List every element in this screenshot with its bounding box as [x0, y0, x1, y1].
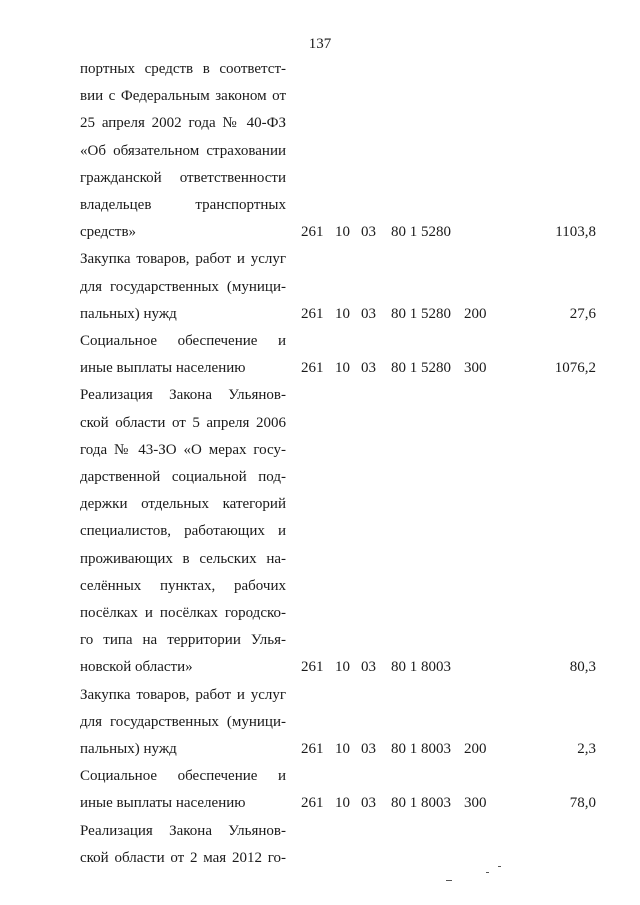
amount-value: 2,3 — [577, 741, 596, 757]
section-code: 10 — [335, 795, 350, 812]
grbs-code: 261 — [301, 360, 324, 377]
section-code: 10 — [335, 224, 350, 241]
text-line: Закупка товаров, работ и услуг — [80, 686, 286, 703]
subsection-code: 03 — [361, 305, 376, 322]
scan-artifact — [446, 880, 452, 881]
subsection-code: 03 — [361, 741, 376, 757]
text-line: ской области от 2 мая 2012 го- — [80, 849, 286, 866]
grbs-code: 261 — [301, 305, 324, 322]
section-code: 10 — [335, 305, 350, 322]
expense-type-code: 300 — [464, 795, 487, 812]
target-article-code: 80 1 8003 — [391, 795, 451, 812]
text-line: пальных) нужд — [80, 741, 177, 757]
text-line: специалистов, работающих и — [80, 523, 286, 540]
text-line: посёлках и посёлках городско- — [80, 605, 286, 621]
expense-type-code: 200 — [464, 305, 487, 322]
text-line: владельцев транспортных — [80, 197, 286, 213]
page-number: 137 — [308, 36, 332, 52]
text-line: Социальное обеспечение и — [80, 768, 286, 785]
amount-value: 1103,8 — [555, 224, 596, 241]
text-line: иные выплаты населению — [80, 795, 246, 812]
expense-type-code: 300 — [464, 360, 487, 377]
text-line: 25 апреля 2002 года № 40-ФЗ — [80, 115, 286, 132]
text-line: портных средств в соответст- — [80, 61, 286, 77]
text-line: Социальное обеспечение и — [80, 333, 286, 349]
expense-type-code: 200 — [464, 741, 487, 757]
grbs-code: 261 — [301, 795, 324, 812]
section-code: 10 — [335, 360, 350, 377]
text-line: держки отдельных категорий — [80, 496, 286, 513]
amount-value: 1076,2 — [554, 360, 596, 377]
grbs-code: 261 — [301, 224, 324, 241]
subsection-code: 03 — [361, 224, 376, 241]
text-line: года № 43-ЗО «О мерах госу- — [80, 441, 286, 458]
scan-artifact — [486, 872, 489, 873]
text-line: селённых пунктах, рабочих — [80, 577, 286, 594]
subsection-code: 03 — [361, 360, 376, 377]
section-code: 10 — [335, 741, 350, 757]
amount-value: 80,3 — [569, 659, 596, 676]
target-article-code: 80 1 8003 — [391, 659, 451, 676]
text-line: проживающих в сельских на- — [80, 550, 286, 567]
grbs-code: 261 — [301, 659, 324, 676]
subsection-code: 03 — [361, 795, 376, 812]
text-line: пальных) нужд — [80, 305, 177, 322]
text-line: для государственных (муници- — [80, 278, 286, 295]
target-article-code: 80 1 5280 — [391, 305, 451, 322]
section-code: 10 — [335, 659, 350, 676]
text-line: Реализация Закона Ульянов- — [80, 387, 286, 404]
amount-value: 27,6 — [569, 305, 596, 322]
text-line: Реализация Закона Ульянов- — [80, 822, 286, 839]
grbs-code: 261 — [301, 741, 324, 757]
target-article-code: 80 1 5280 — [391, 360, 451, 377]
text-line: новской области» — [80, 659, 193, 676]
text-line: Закупка товаров, работ и услуг — [80, 251, 286, 268]
target-article-code: 80 1 5280 — [391, 224, 451, 241]
text-line: «Об обязательном страховании — [80, 142, 286, 159]
subsection-code: 03 — [361, 659, 376, 676]
text-line: го типа на территории Улья- — [80, 632, 286, 649]
text-line: вии с Федеральным законом от — [80, 88, 286, 105]
text-line: для государственных (муници- — [80, 713, 286, 730]
text-line: гражданской ответственности — [80, 169, 286, 186]
text-line: средств» — [80, 224, 137, 241]
text-line: иные выплаты населению — [80, 360, 246, 377]
scan-artifact — [498, 866, 501, 867]
text-line: ской области от 5 апреля 2006 — [80, 414, 286, 431]
text-line: дарственной социальной под- — [80, 469, 286, 485]
amount-value: 78,0 — [569, 795, 596, 812]
target-article-code: 80 1 8003 — [391, 741, 451, 757]
